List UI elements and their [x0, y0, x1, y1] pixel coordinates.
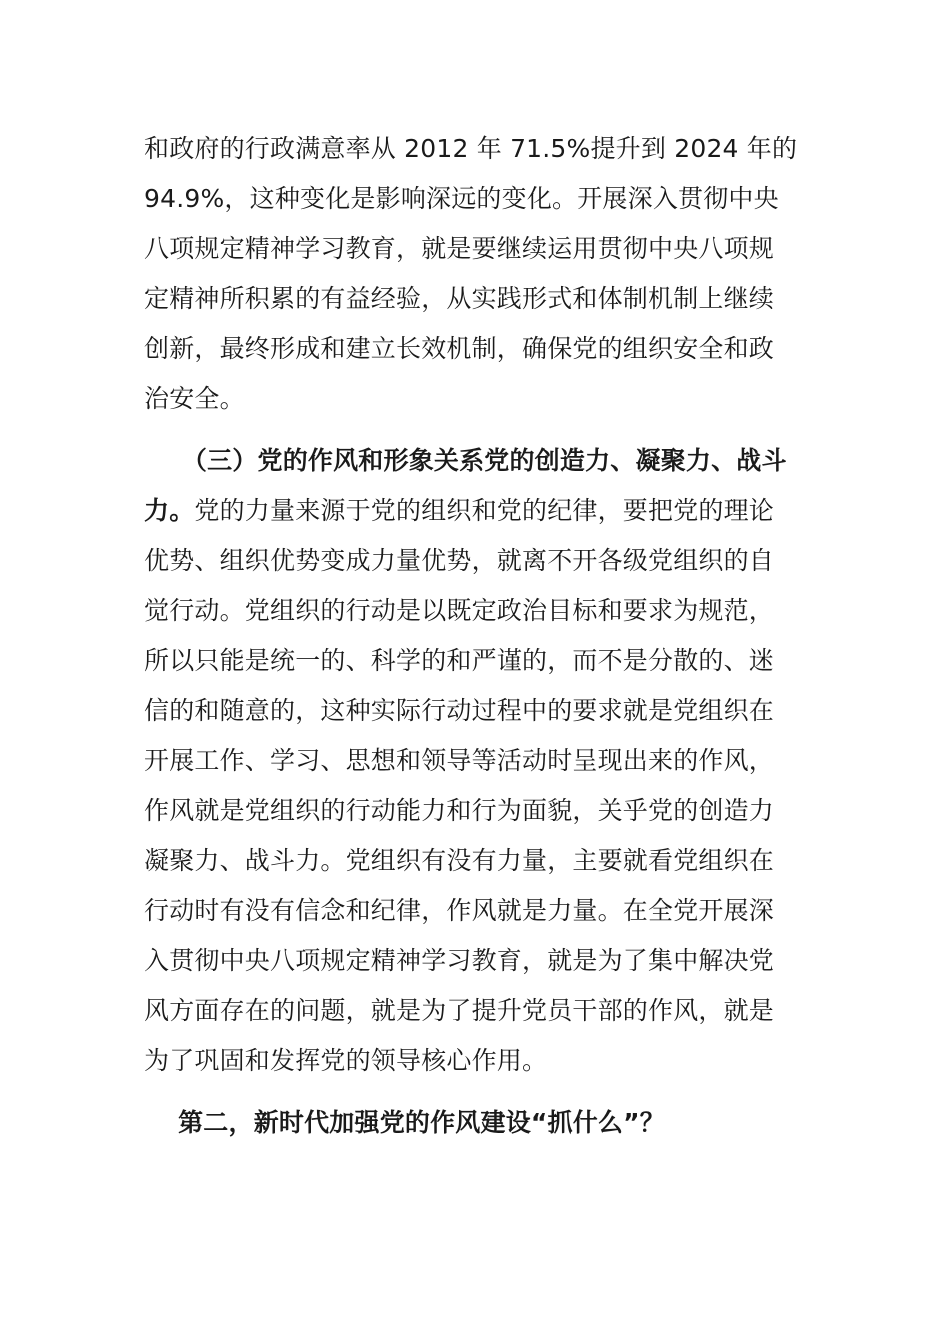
paragraph-line: 94.9%，这种变化是影响深远的变化。开展深入贯彻中央	[144, 184, 779, 213]
paragraph-line: 凝聚力、战斗力。党组织有没有力量，主要就看党组织在	[144, 846, 775, 875]
paragraph-line: 入贯彻中央八项规定精神学习教育，就是为了集中解决党	[144, 946, 775, 975]
paragraph-line: 信的和随意的，这种实际行动过程中的要求就是党组织在	[144, 696, 775, 725]
paragraph-1	[144, 124, 806, 424]
paragraph-line: 作风就是党组织的行动能力和行为面貌，关乎党的创造力	[144, 796, 775, 825]
subsection-heading: 第二，新时代加强党的作风建设“抓什么”？	[144, 1108, 665, 1137]
paragraph-line: 八项规定精神学习教育，就是要继续运用贯彻中央八项规	[144, 234, 775, 263]
paragraph-line: 优势、组织优势变成力量优势，就离不开各级党组织的自	[144, 546, 775, 575]
paragraph-line: 治安全。	[144, 384, 245, 413]
paragraph-line	[144, 486, 806, 536]
section-heading: （三）党的作风和形象关系党的创造力、凝聚力、战斗	[144, 446, 787, 475]
paragraph-line: 所以只能是统一的、科学的和严谨的，而不是分散的、迷	[144, 646, 775, 675]
paragraph-text: 党的力量来源于党的组织和党的纪律，要把党的理论	[194, 496, 775, 525]
section-heading-end: 力。	[144, 496, 195, 525]
paragraph-line: 觉行动。党组织的行动是以既定政治目标和要求为规范，	[144, 596, 775, 625]
paragraph-line: 开展工作、学习、思想和领导等活动时呈现出来的作风，	[144, 746, 775, 775]
paragraph-line: 创新，最终形成和建立长效机制，确保党的组织安全和政	[144, 334, 775, 363]
paragraph-line: 行动时有没有信念和纪律，作风就是力量。在全党开展深	[144, 896, 775, 925]
paragraph-line: 风方面存在的问题，就是为了提升党员干部的作风，就是	[144, 996, 775, 1025]
paragraph-line: 为了巩固和发挥党的领导核心作用。	[144, 1046, 548, 1075]
paragraph-line: 定精神所积累的有益经验，从实践形式和体制机制上继续	[144, 284, 775, 313]
paragraph-2	[144, 436, 806, 1086]
paragraph-line: 和政府的行政满意率从 2012 年 71.5%提升到 2024 年的	[144, 134, 798, 163]
paragraph-3	[144, 1098, 806, 1148]
